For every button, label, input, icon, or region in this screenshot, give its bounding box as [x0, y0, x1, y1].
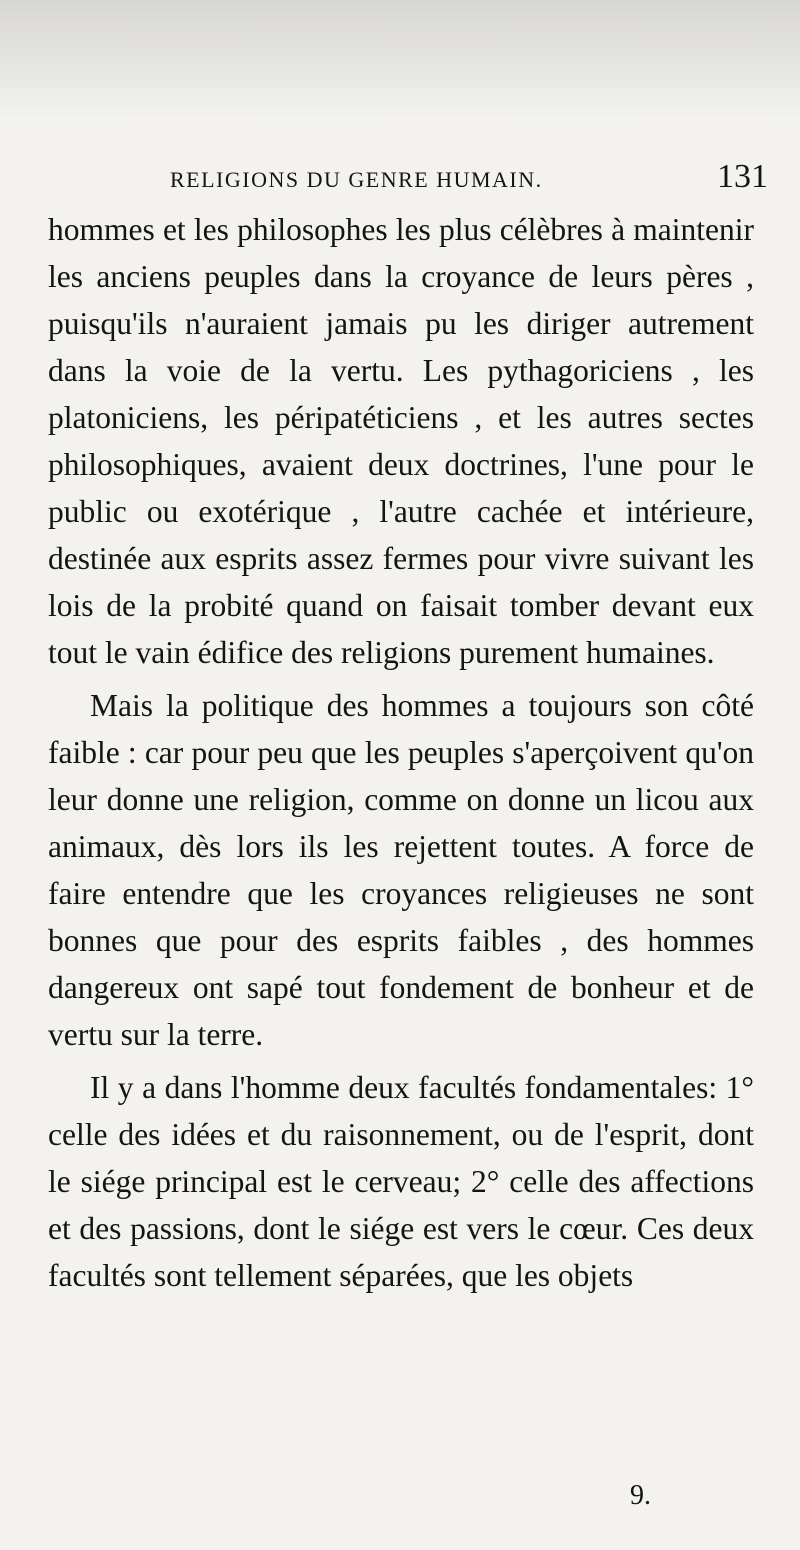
signature-mark: 9.: [630, 1480, 651, 1511]
body-text: [48, 206, 754, 1299]
paragraph: Mais la politique des hommes a toujours son côté faible : car pour peu que les peuples s'aperçoivent qu'on leur donne une religion, comme on donne un licou aux animaux, dès lors ils les rejettent toutes. A force de faire entendre que les croyances religieuses ne sont bonnes que pour des esprits faibles , des hommes dangereux ont sapé tout fondement de bonheur et de vertu sur la terre.: [48, 688, 754, 1052]
page-shadow: [0, 0, 800, 120]
page-number: 131: [717, 158, 768, 195]
paragraph: Il y a dans l'homme deux facultés fondamentales: 1° celle des idées et du raisonnement, ou de l'esprit, dont le siége principal est le cerveau; 2° celle des affections et des passions, dont le siége est vers le cœur. Ces deux facultés sont tellement séparées, que les objets: [48, 1070, 754, 1293]
running-title: RELIGIONS DU GENRE HUMAIN.: [170, 167, 543, 192]
page-header: [170, 158, 768, 196]
paragraph-continued: hommes et les philosophes les plus célèbres à maintenir les anciens peuples dans la croyance de leurs pères , puisqu'ils n'auraient jamais pu les diriger autrement dans la voie de la vertu. Les pythagoriciens , les platoniciens, les péripatéticiens , et les autres sectes philosophiques, avaient deux doctrines, l'une pour le public ou exotérique , l'autre cachée et intérieure, destinée aux esprits assez fermes pour vivre suivant les lois de la probité quand on faisait tomber devant eux tout le vain édifice des religions purement humaines.: [48, 212, 754, 670]
